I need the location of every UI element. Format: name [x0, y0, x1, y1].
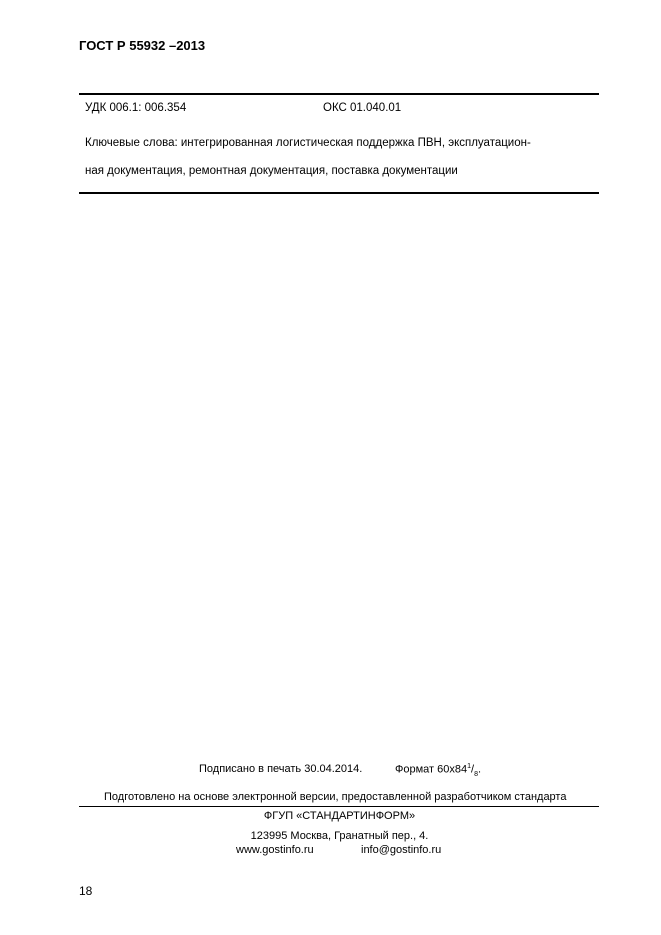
bottom-divider	[79, 192, 599, 194]
publisher-email[interactable]: info@gostinfo.ru	[361, 844, 442, 856]
format-prefix: Формат 60х84	[395, 763, 468, 776]
page-number: 18	[79, 884, 93, 898]
document-header-title: ГОСТ Р 55932 –2013	[79, 38, 206, 53]
signed-date: Подписано в печать 30.04.2014.	[199, 763, 363, 775]
format-suffix: .	[477, 763, 482, 776]
format-sup: 1	[467, 763, 472, 770]
print-format: Формат $60х84^1/_8$.	[395, 763, 482, 778]
format-sub: 8	[474, 770, 478, 778]
publisher-name: ФГУП «СТАНДАРТИНФОРМ»	[263, 810, 416, 822]
keywords-line-1: Ключевые слова: интегрированная логистическая поддержка ПВН, эксплуатацион-	[85, 137, 531, 149]
prepared-note: Подготовлено на основе электронной версии, предоставленной разработчиком стандарта	[104, 791, 567, 803]
oks-code: ОКС 01.040.01	[323, 102, 402, 114]
keywords-line-2: ная документация, ремонтная документация, поставка документации	[85, 165, 458, 177]
footer-divider	[79, 806, 599, 807]
udk-code: УДК 006.1: 006.354	[85, 102, 187, 114]
publisher-website[interactable]: www.gostinfo.ru	[236, 844, 314, 856]
publisher-address: 123995 Москва, Гранатный пер., 4.	[250, 830, 429, 842]
top-divider	[79, 93, 599, 95]
